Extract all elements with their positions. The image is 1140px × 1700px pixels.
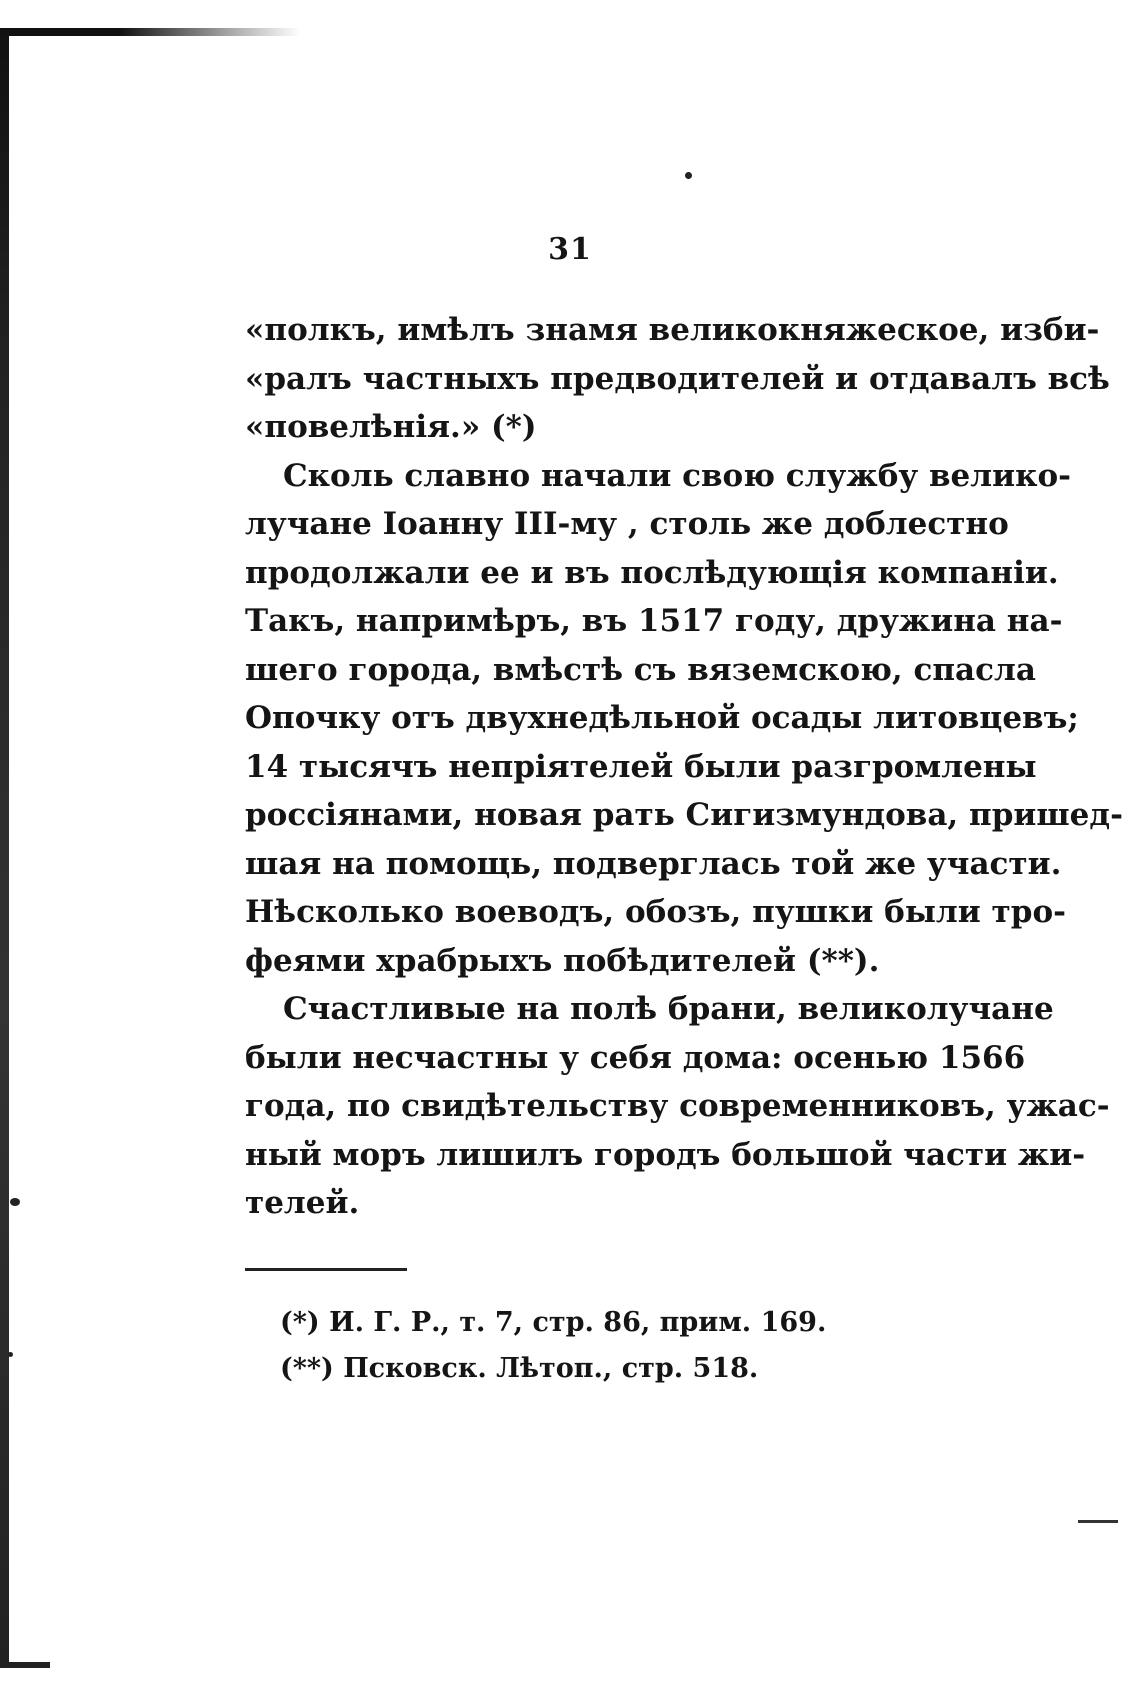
text-line: «повелѣнія.» (*) xyxy=(245,409,537,445)
text-line: шего города, вмѣстѣ съ вяземскою, спасла xyxy=(245,651,1036,688)
text-line: были несчастны у себя дома: осенью 1566 xyxy=(245,1039,1026,1076)
paragraph-2 xyxy=(245,452,1123,986)
text-line: россіянами, новая рать Сигизмундова, пришед- xyxy=(245,797,1123,833)
footnote-1: (*) И. Г. Р., т. 7, стр. 86, прим. 169. xyxy=(280,1307,827,1338)
scan-border-top xyxy=(0,28,300,36)
text-line: Счастливые на полѣ брани, великолучане xyxy=(283,991,1054,1027)
paragraph-3 xyxy=(245,985,1110,1228)
text-line: лучане Іоанну III-му , столь же доблестно xyxy=(245,506,1009,542)
text-line: телей. xyxy=(245,1185,360,1221)
scan-border-left xyxy=(0,28,9,1668)
text-line: «ралъ частныхъ предводителей и отдавалъ всѣ xyxy=(245,360,1110,397)
text-line: 14 тысячъ непріятелей были разгромлены xyxy=(245,748,1037,785)
scan-border-bottom xyxy=(0,1662,50,1668)
footnotes xyxy=(280,1300,826,1392)
scan-speck xyxy=(685,172,692,179)
footnote-separator xyxy=(245,1268,407,1271)
footnote-2: (**) Псковск. Лѣтоп., стр. 518. xyxy=(280,1353,759,1384)
page-number: 31 xyxy=(548,232,592,267)
scan-speck xyxy=(10,1198,20,1206)
body-text xyxy=(245,306,1123,1228)
text-line: ный моръ лишилъ городъ большой части жи- xyxy=(245,1136,1086,1173)
text-line: Такъ, напримѣръ, въ 1517 году, дружина на- xyxy=(245,603,1063,639)
text-line: Сколь славно начали свою службу велико- xyxy=(283,457,1072,494)
text-line: продолжали ее и въ послѣдующія компаніи. xyxy=(245,554,1059,591)
text-line: феями храбрыхъ побѣдителей (**). xyxy=(245,942,880,979)
text-line: года, по свидѣтельству современниковъ, ужас- xyxy=(245,1088,1110,1124)
scan-speck xyxy=(8,1352,13,1357)
text-line: «полкъ, имѣлъ знамя великокняжеское, изби- xyxy=(245,312,1100,348)
paragraph-1 xyxy=(245,306,1110,452)
text-line: Нѣсколько воеводъ, обозъ, пушки были тро- xyxy=(245,894,1066,930)
scan-mark xyxy=(1078,1520,1118,1523)
text-line: Опочку отъ двухнедѣльной осады литовцевъ; xyxy=(245,700,1079,736)
text-line: шая на помощь, подверглась той же участи. xyxy=(245,845,1062,882)
